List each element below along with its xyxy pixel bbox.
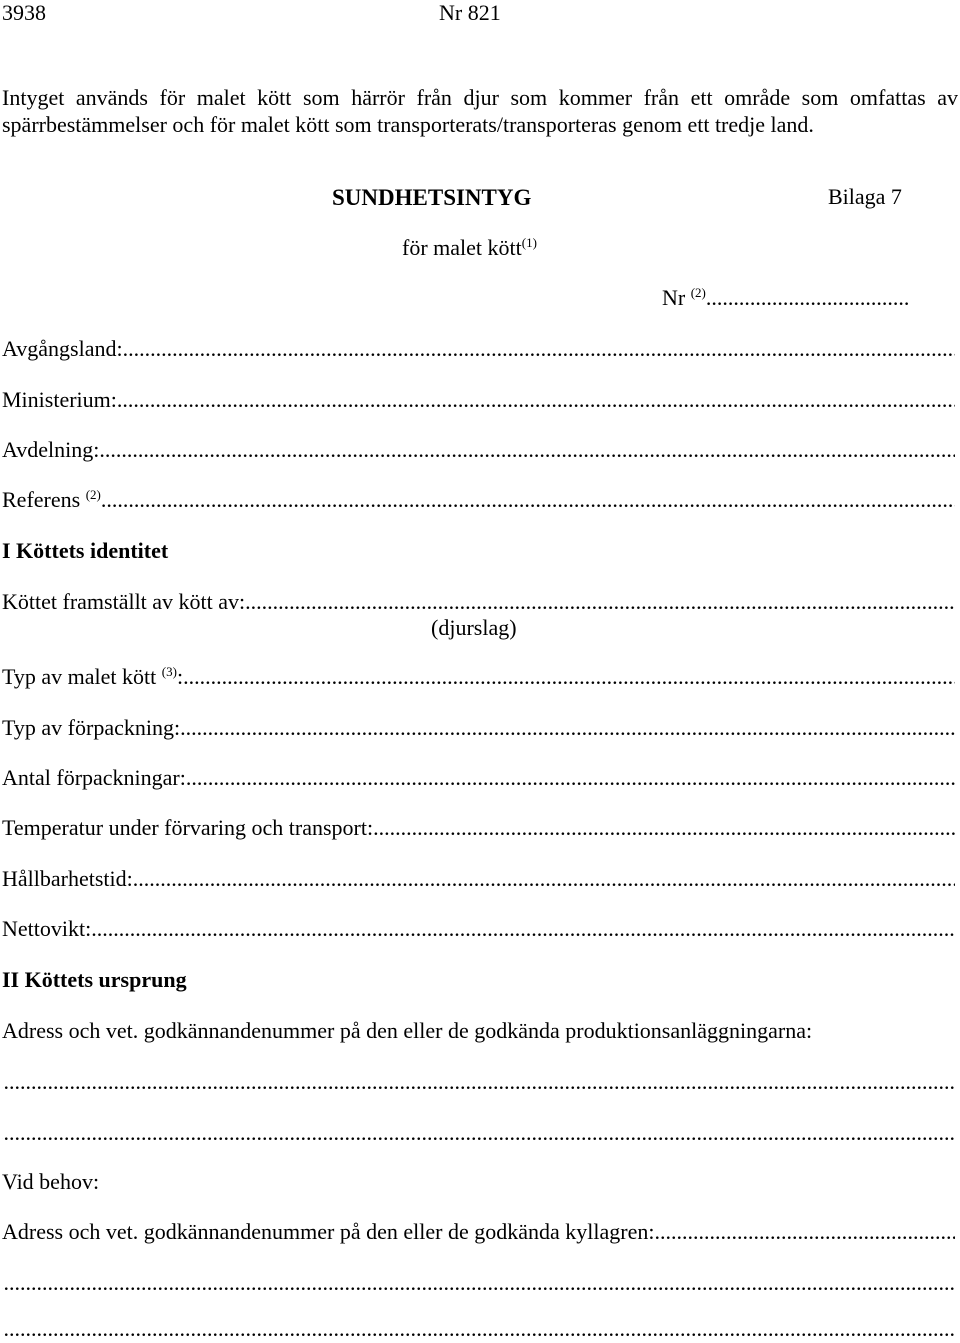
field-label: Typ av malet kött $^{(3)}$:: [2, 666, 184, 689]
field-label: Ministerium:: [2, 389, 117, 412]
field-label: Avdelning:: [2, 439, 100, 462]
fill-line: [2, 1071, 955, 1093]
fill-line: [654, 1221, 955, 1243]
fill-line: [2, 1122, 955, 1144]
establishment-address-line-1[interactable]: [2, 1071, 955, 1099]
decree-number: Nr 821: [439, 0, 501, 25]
packaging-type-field[interactable]: [2, 717, 955, 745]
net-weight-field[interactable]: [2, 918, 955, 946]
field-label: Antal förpackningar:: [2, 767, 186, 790]
cold-store-address-line-1[interactable]: [2, 1272, 955, 1300]
package-count-field[interactable]: [2, 767, 955, 795]
fill-line: [706, 287, 910, 309]
field-label: Temperatur under förvaring och transport:: [2, 817, 374, 840]
field-label: Avgångsland:: [2, 338, 123, 361]
reference-field[interactable]: [2, 489, 955, 517]
field-label: Hållbarhetstid:: [2, 868, 133, 891]
field-label: Typ av förpackning:: [2, 717, 181, 740]
page-number: 3938: [2, 0, 46, 25]
field-label: Adress och vet. godkännandenummer på den eller de godkända kyllagren:: [2, 1221, 655, 1244]
fill-line: [117, 389, 955, 411]
establishment-address-label: Adress och vet. godkännandenummer på den eller de godkända produktionsanläggningarna:: [2, 1018, 813, 1043]
fill-line: [245, 591, 955, 613]
fill-line: [183, 666, 955, 688]
establishment-address-line-2[interactable]: [2, 1122, 955, 1150]
nr-label: Nr $^{(2)}$: [662, 287, 706, 310]
subtitle-text: för malet kött: [402, 235, 522, 260]
fill-line: [123, 338, 955, 360]
minced-meat-type-field[interactable]: [2, 666, 955, 694]
section-2-title: II Köttets ursprung: [2, 967, 187, 992]
certificate-title: SUNDHETSINTYG: [332, 185, 532, 210]
certificate-subtitle: [402, 237, 537, 259]
department-field[interactable]: [2, 439, 955, 467]
departure-country-field[interactable]: [2, 338, 955, 366]
if-needed-label: Vid behov:: [2, 1169, 100, 1194]
subtitle-footnote: (1): [521, 235, 537, 250]
field-label: Referens $^{(2)}$: [2, 489, 101, 512]
species-caption: (djurslag): [431, 615, 517, 640]
annex-label: Bilaga 7: [828, 184, 902, 209]
fill-line: [180, 717, 955, 739]
fill-line: [99, 439, 955, 461]
shelf-life-field[interactable]: [2, 868, 955, 896]
fill-line: [186, 767, 955, 789]
fill-line: [101, 489, 955, 511]
intro-paragraph: Intyget används för malet kött som härrör från djur som kommer från ett område som omfattas av spärrbestämmelser och för malet kött som transporterats/transporteras genom ett tredje land.: [2, 85, 958, 137]
field-label: Köttet framställt av kött av:: [2, 591, 246, 614]
cold-store-address-line-2[interactable]: [2, 1318, 955, 1343]
fill-line: [373, 817, 955, 839]
cold-store-address-field[interactable]: [2, 1221, 955, 1249]
fill-line: [133, 868, 955, 890]
fill-line: [91, 918, 955, 940]
field-label: Nettovikt:: [2, 918, 92, 941]
temperature-field[interactable]: [2, 817, 955, 845]
section-1-title: I Köttets identitet: [2, 538, 169, 563]
fill-line: [2, 1318, 955, 1340]
fill-line: [2, 1272, 955, 1294]
certificate-number-field[interactable]: [662, 287, 910, 315]
ministry-field[interactable]: [2, 389, 955, 417]
